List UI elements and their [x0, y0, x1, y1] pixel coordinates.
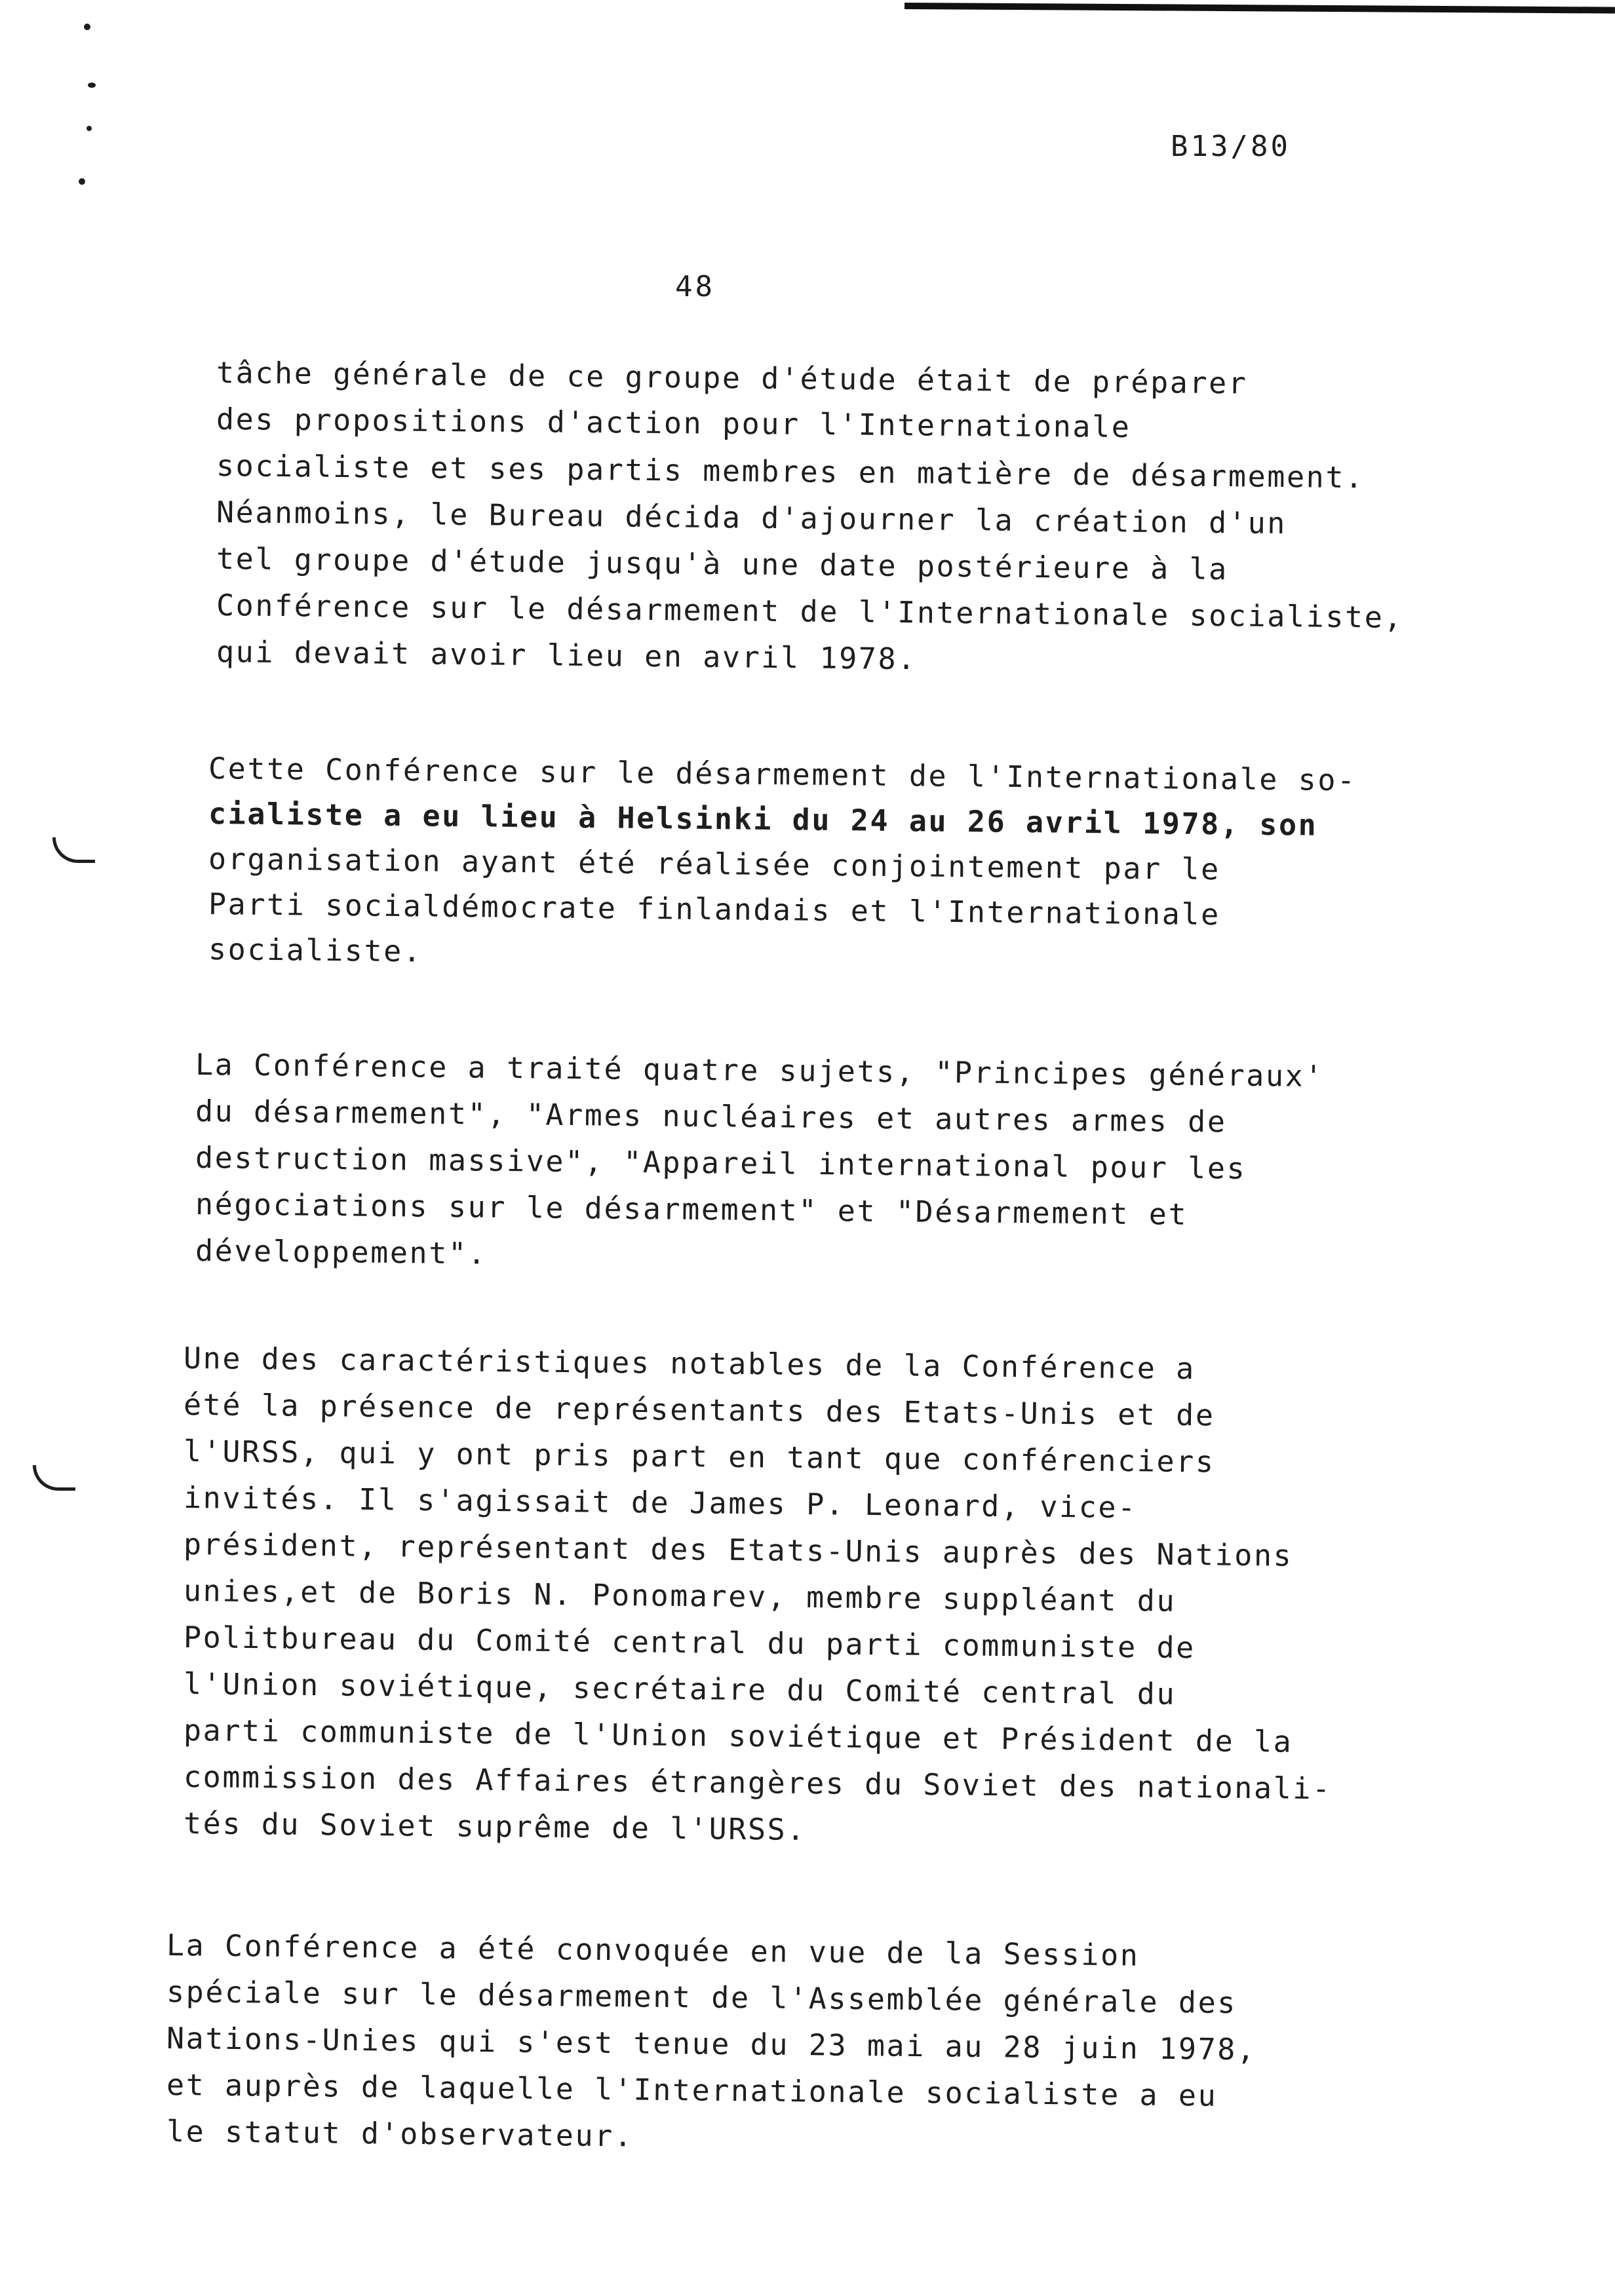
document-reference: B13/80 — [1171, 130, 1291, 163]
text-line: Parti socialdémocrate finlandais et l'Internationale — [208, 887, 1221, 932]
text-line: commission des Affaires étrangères du Soviet des nationali- — [183, 1759, 1333, 1807]
text-line: l'URSS, qui y ont pris part en tant que conférenciers — [183, 1434, 1215, 1480]
text-line: Néanmoins, le Bureau décida d'ajourner la création d'un — [216, 495, 1287, 541]
page-number: 48 — [675, 270, 715, 303]
text-line: négociations sur le désarmement" et "Désarmement et — [195, 1187, 1188, 1232]
text-line: Conférence sur le désarmement de l'Internationale socialiste, — [216, 588, 1404, 635]
margin-fold-mark — [52, 837, 95, 863]
text-line: qui devait avoir lieu en avril 1978. — [216, 634, 918, 677]
text-line: socialiste et ses partis membres en matière de désarmement. — [216, 448, 1365, 495]
text-line: La Conférence a été convoquée en vue de la Session — [166, 1928, 1140, 1973]
text-line: été la présence de représentants des Etats-Unis et de — [183, 1387, 1215, 1433]
text-line: cialiste a eu lieu à Helsinki du 24 au 26 avril 1978, son — [208, 796, 1318, 843]
paragraph-invited-speakers — [183, 1341, 1333, 1847]
paragraph-helsinki-conference — [208, 751, 1357, 969]
text-line: destruction massive", "Appareil international pour les — [195, 1140, 1247, 1186]
text-line: président, représentant des Etats-Unis auprès des Nations — [183, 1527, 1293, 1573]
text-line: organisation ayant été réalisée conjointement par le — [208, 841, 1221, 887]
punch-hole-mark — [84, 24, 90, 30]
text-line: tel groupe d'étude jusqu'à une date postérieure à la — [216, 541, 1229, 587]
paragraph-conference-topics — [195, 1047, 1325, 1271]
paragraph-working-group — [216, 355, 1404, 677]
text-line: Cette Conférence sur le désarmement de l'Internationale so- — [208, 751, 1357, 798]
punch-hole-mark — [87, 126, 92, 131]
text-line: Nations-Unies qui s'est tenue du 23 mai au 28 juin 1978, — [166, 2021, 1256, 2067]
text-line: le statut d'observateur. — [166, 2114, 634, 2154]
punch-hole-mark — [88, 83, 96, 88]
text-line: tâche générale de ce groupe d'étude était de préparer — [216, 355, 1248, 401]
text-line: unies,et de Boris N. Ponomarev, membre suppléant du — [183, 1573, 1177, 1618]
text-line: développement". — [195, 1233, 488, 1271]
text-line: socialiste. — [208, 932, 423, 969]
text-line: l'Union soviétique, secrétaire du Comité central du — [183, 1666, 1177, 1712]
text-line: des propositions d'action pour l'Internationale — [216, 402, 1131, 445]
text-line: La Conférence a traité quatre sujets, "Principes généraux' — [195, 1047, 1325, 1094]
text-line: du désarmement", "Armes nucléaires et autres armes de — [195, 1094, 1227, 1139]
margin-fold-mark — [33, 1465, 75, 1491]
text-line: parti communiste de l'Union soviétique et Président de la — [183, 1713, 1293, 1759]
punch-hole-mark — [79, 178, 85, 185]
text-line: invités. Il s'agissait de James P. Leonard, vice- — [183, 1480, 1138, 1525]
text-line: et auprès de laquelle l'Internationale socialiste a eu — [166, 2067, 1218, 2113]
text-line: spéciale sur le désarmement de l'Assemblée générale des — [166, 1974, 1237, 2021]
text-line: Une des caractéristiques notables de la Conférence a — [183, 1341, 1196, 1387]
text-line: Politbureau du Comité central du parti communiste de — [183, 1620, 1196, 1666]
paragraph-un-special-session — [166, 1928, 1256, 2154]
text-line: tés du Soviet suprême de l'URSS. — [183, 1806, 807, 1847]
top-edge-rule — [905, 3, 1615, 14]
